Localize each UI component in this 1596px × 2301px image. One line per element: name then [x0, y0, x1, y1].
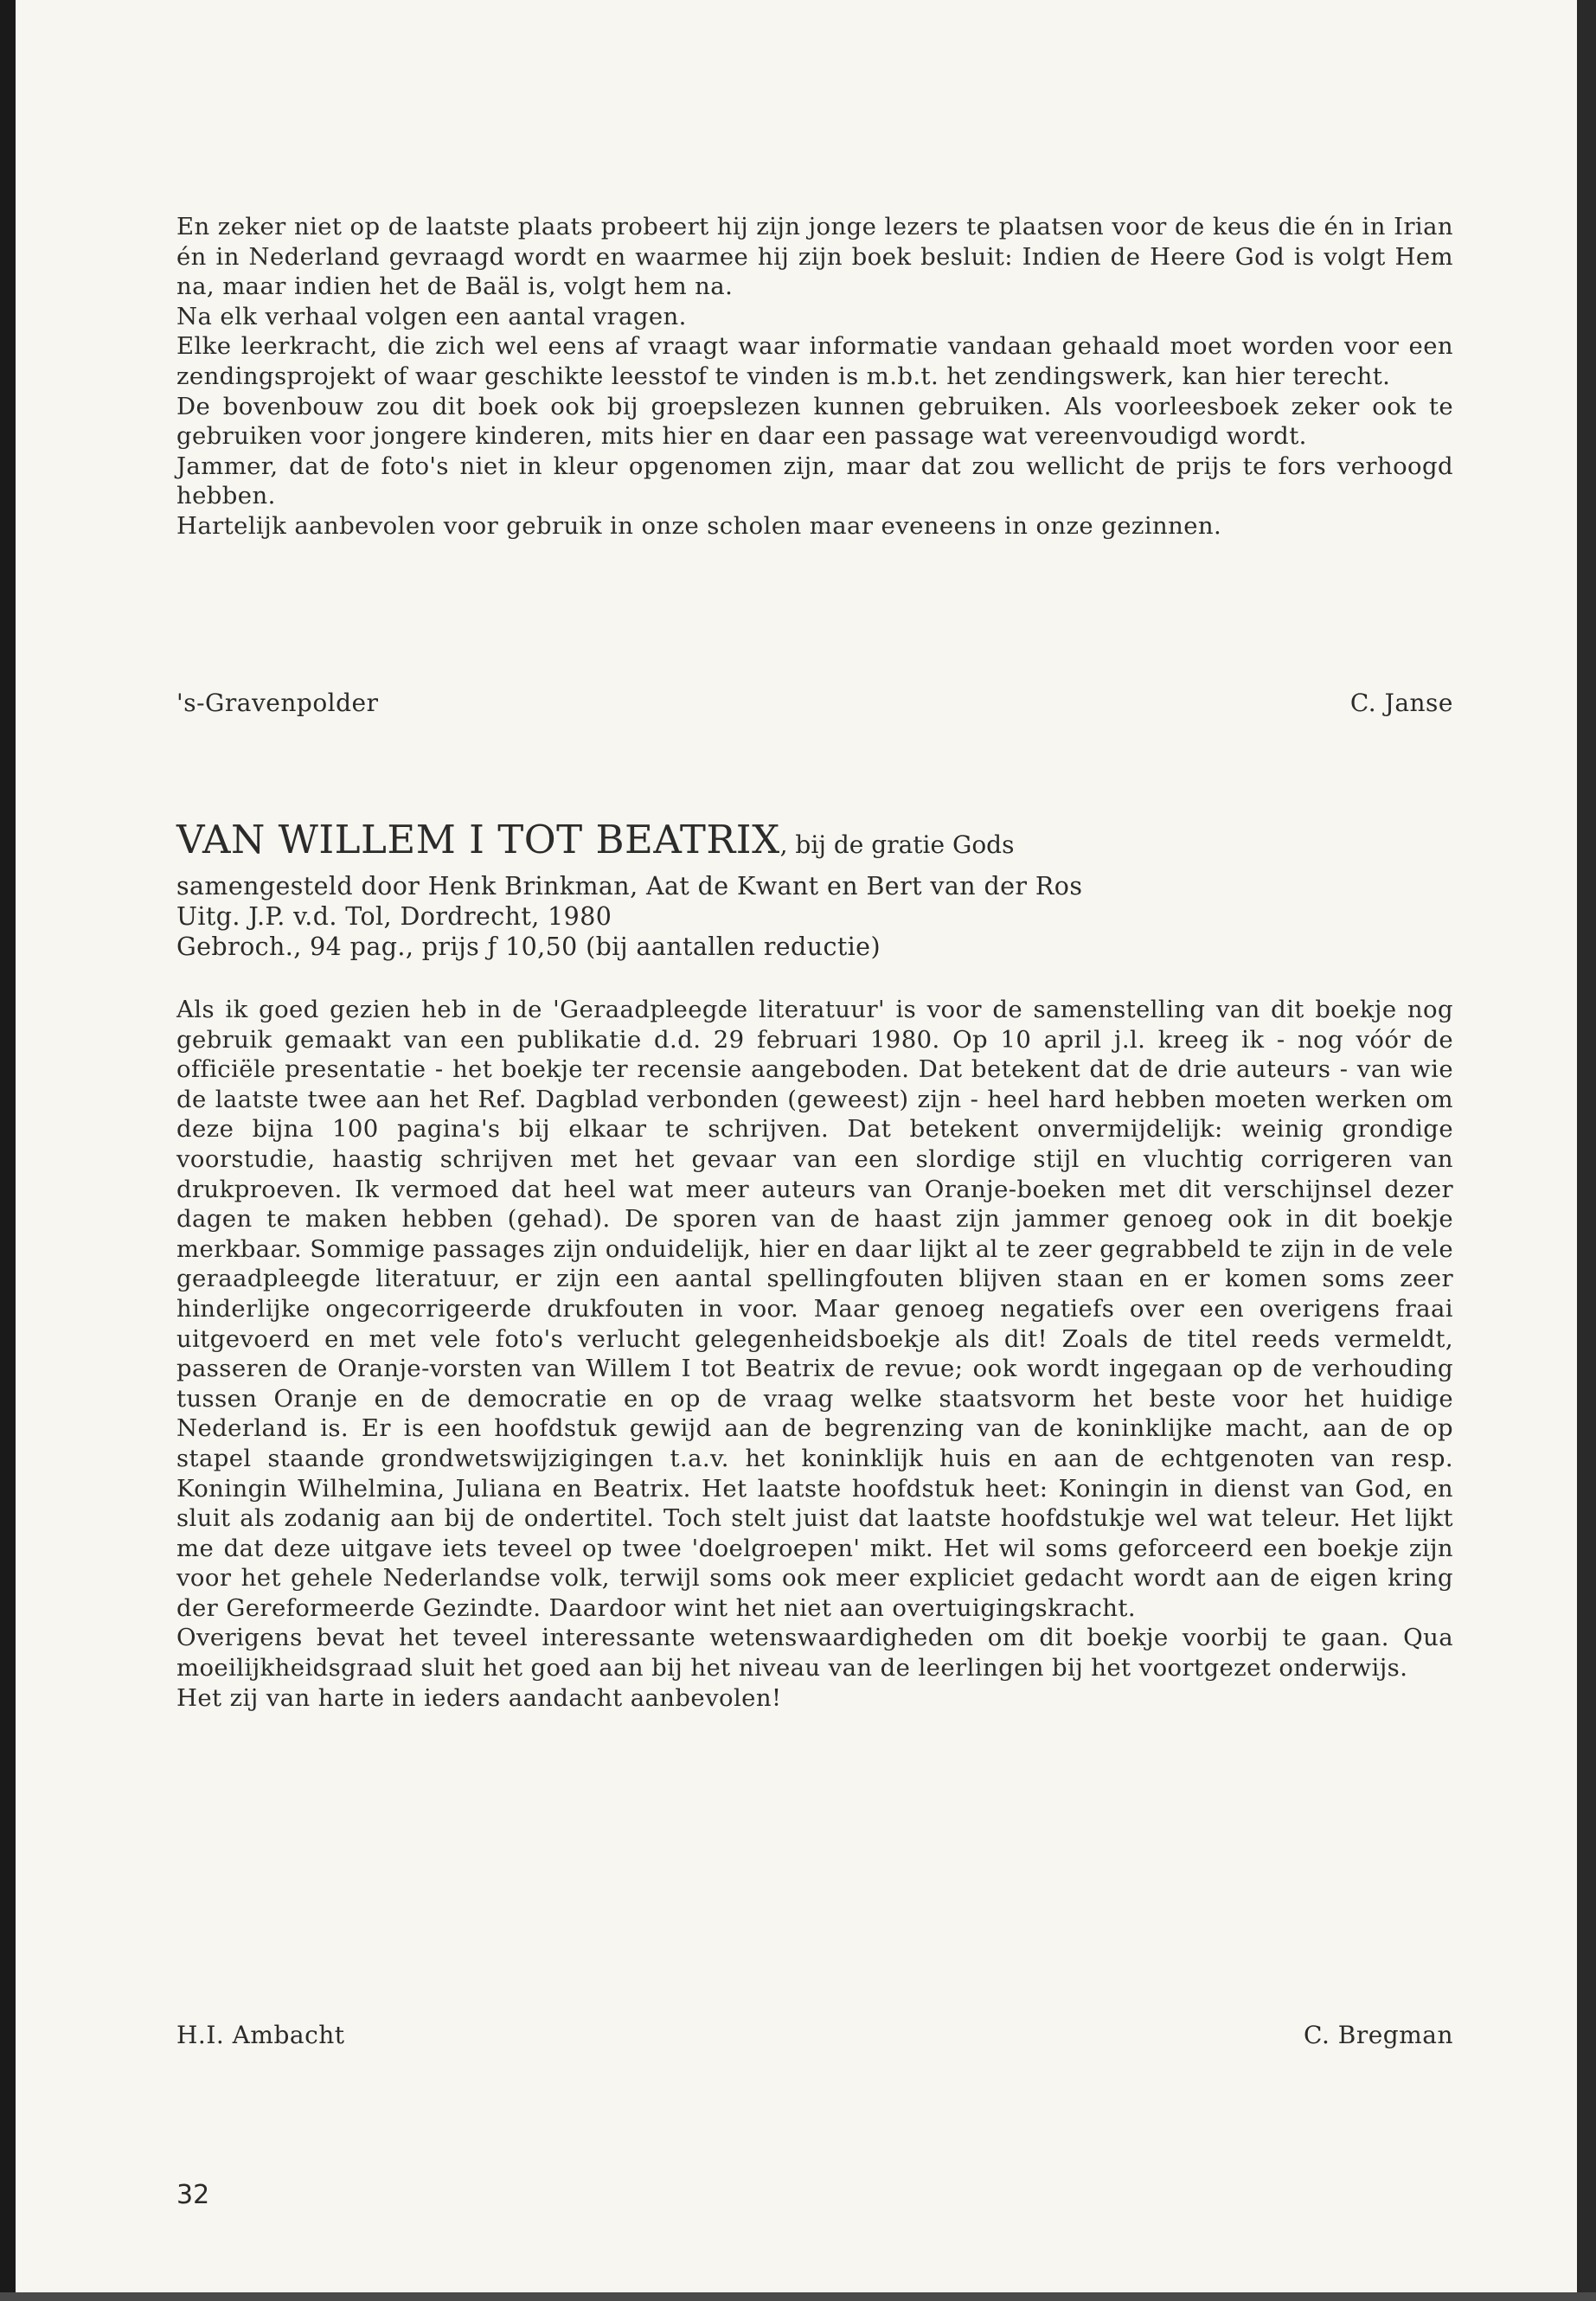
review-1-paragraph: Elke leerkracht, die zich wel eens af vraagt waar informatie vandaan gehaald moet worden voor een zendingsprojekt of waar geschikte leesstof te vinden is m.b.t. het zendingswerk, kan hier terecht. [176, 332, 1453, 390]
review-1-signature [176, 689, 1453, 717]
review-2-body [176, 995, 1453, 1713]
review-2-author: C. Bregman [1304, 2021, 1453, 2049]
scan-edge-bottom [0, 2292, 1596, 2301]
review-1-paragraph: Jammer, dat de foto's niet in kleur opgenomen zijn, maar dat zou wellicht de prijs te fors verhoogd hebben. [176, 452, 1453, 510]
review-2-title: VAN WILLEM I TOT BEATRIX [176, 817, 780, 862]
review-2-signature [176, 2021, 1453, 2049]
review-1-place: 's-Gravenpolder [176, 689, 379, 717]
review-2-compilers: samengesteld door Henk Brinkman, Aat de Kwant en Bert van der Ros [176, 872, 1083, 901]
review-1-author: C. Janse [1349, 689, 1453, 717]
review-1-paragraph: Na elk verhaal volgen een aantal vragen. [176, 302, 687, 330]
review-2-publisher: Uitg. J.P. v.d. Tol, Dordrecht, 1980 [176, 902, 612, 931]
review-2-paragraph: Het zij van harte in ieders aandacht aanbevolen! [176, 1683, 782, 1712]
scan-edge-left [0, 0, 16, 2301]
page-number: 32 [176, 2180, 210, 2210]
review-1-paragraph: Hartelijk aanbevolen voor gebruik in onze scholen maar eveneens in onze gezinnen. [176, 511, 1222, 540]
scan-edge-right [1577, 0, 1596, 2301]
review-2-title-line [176, 817, 1453, 871]
review-2-heading [176, 817, 1453, 962]
review-1-paragraph: En zeker niet op de laatste plaats probeert hij zijn jonge lezers te plaatsen voor de keus die én in Irian én in Nederland gevraagd wordt en waarmee hij zijn boek besluit: Indien de Heere God is volgt Hem na, maar indien het de Baäl is, volgt hem na. [176, 213, 1453, 301]
review-2-place: H.I. Ambacht [176, 2021, 345, 2049]
review-2-paragraph: Overigens bevat het teveel interessante wetenswaardigheden om dit boekje voorbij te gaan. Qua moeilijkheidsgraad sluit het goed aan bij het niveau van de leerlingen bij het voortgezet onderwijs. [176, 1624, 1453, 1682]
review-2-price: Gebroch., 94 pag., prijs ƒ 10,50 (bij aantallen reductie) [176, 933, 881, 961]
review-1-paragraph: De bovenbouw zou dit boek ook bij groepslezen kunnen gebruiken. Als voorleesboek zeker ook te gebruiken voor jongere kinderen, mits hier en daar een passage wat vereenvoudigd wordt. [176, 392, 1453, 451]
review-2-paragraph: Als ik goed gezien heb in de 'Geraadpleegde literatuur' is voor de samenstelling van dit boekje nog gebruik gemaakt van een publikatie d.d. 29 februari 1980. Op 10 april j.l. kreeg ik - nog vóór de officiële presentatie - het boekje ter recensie aangeboden. Dat betekent dat de drie auteurs - van wie de laatste twee aan het Ref. Dagblad verbonden (geweest) zijn - heel hard hebben moeten werken om deze bijna 100 pagina's bij elkaar te schrijven. Dat betekent onvermijdelijk: weinig grondige voorstudie, haastig schrijven met het gevaar van een slordige stijl en vluchtig corrigeren van drukproeven. Ik vermoed dat heel wat meer auteurs van Oranje-boeken met dit verschijnsel dezer dagen te maken hebben (gehad). De sporen van de haast zijn jammer genoeg ook in dit boekje merkbaar. Sommige passages zijn onduidelijk, hier en daar lijkt al te zeer gegrabbeld te zijn in de vele geraadpleegde literatuur, er zijn een aantal spellingfouten blijven staan en er komen soms zeer hinderlijke ongecorrigeerde drukfouten in voor. Maar genoeg negatiefs over een overigens fraai uitgevoerd en met vele foto's verlucht gelegenheidsboekje als dit! Zoals de titel reeds vermeldt, passeren de Oranje-vorsten van Willem I tot Beatrix de revue; ook wordt ingegaan op de verhouding tussen Oranje en de democratie en op de vraag welke staatsvorm het beste voor het huidige Nederland is. Er is een hoofdstuk gewijd aan de begrenzing van de koninklijke macht, aan de op stapel staande grondwetswijzigingen t.a.v. het koninklijk huis en aan de echtgenoten van resp. Koningin Wilhelmina, Juliana en Beatrix. Het laatste hoofdstuk heet: Koningin in dienst van God, en sluit als zodanig aan bij de ondertitel. Toch stelt juist dat laatste hoofdstukje wel wat teleur. Het lijkt me dat deze uitgave iets teveel op twee 'doelgroepen' mikt. Het wil soms geforceerd een boekje zijn voor het gehele Nederlandse volk, terwijl soms ook meer expliciet gedacht wordt aan de eigen kring der Gereformeerde Gezindte. Daardoor wint het niet aan overtuigingskracht. [176, 996, 1453, 1622]
review-1-body [176, 212, 1453, 542]
review-2-subtitle: , bij de gratie Gods [779, 830, 1015, 859]
